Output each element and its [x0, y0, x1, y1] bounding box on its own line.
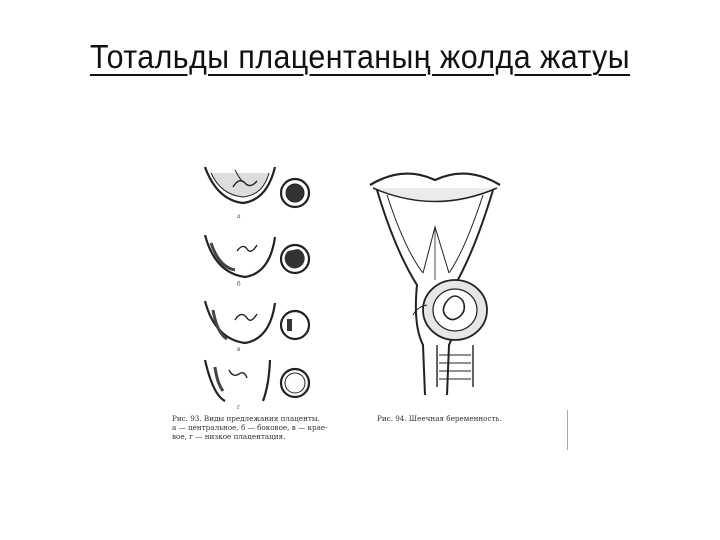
scanned-figure — [155, 155, 575, 455]
figure-93-caption — [172, 414, 328, 441]
placenta-diagram-c — [205, 301, 309, 343]
placenta-diagram-a — [205, 167, 309, 207]
slide-title-text: Тотальды плацентаның жолда жатуы — [89, 38, 631, 75]
figure-93-sub-label: г — [237, 404, 241, 411]
figure-93-sub-label: б — [237, 281, 241, 288]
figure-93-sub-label: в — [237, 346, 241, 353]
figure-93-caption-line: а — центральное, б — боковое, в — крае- — [172, 423, 328, 432]
figure-94-caption-text: Рис. 94. Шеечная беременность. — [377, 414, 502, 423]
figure-94-caption — [377, 414, 502, 423]
figure-illustration — [155, 155, 575, 455]
scan-edge-divider — [567, 410, 568, 450]
placenta-diagram-d — [205, 360, 309, 401]
figure-93-illustration — [205, 167, 309, 401]
placenta-diagram-b — [205, 235, 309, 277]
slide-title — [29, 38, 691, 76]
figure-94-illustration — [370, 174, 500, 395]
figure-93-caption-line: Рис. 93. Виды предлежания плаценты. — [172, 414, 320, 423]
figure-93-sub-label: а — [237, 213, 241, 220]
figure-93-caption-line: вое, г — низкое плацентация. — [172, 432, 286, 441]
